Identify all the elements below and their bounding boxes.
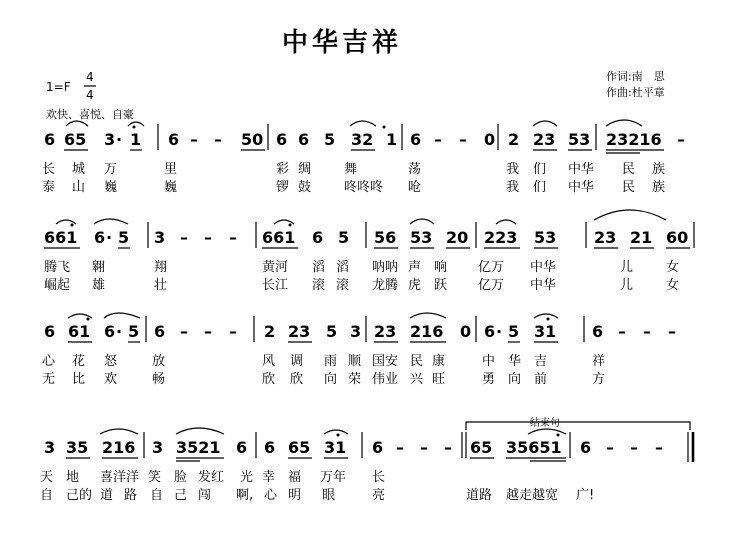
note: 2 [508,130,520,149]
lyric: 吉 [534,354,548,369]
song-title: 中华吉祥 [282,28,403,58]
note: 6 [44,130,56,149]
note: 53 [568,130,591,149]
lyric: 崛起 [44,278,71,293]
lyric: 方 [592,372,606,387]
dash: – [214,130,222,149]
slur [594,210,666,220]
note: 216 [102,438,136,457]
composer-credit: 作曲:杜平章 [606,86,665,99]
lyric: 荡 [408,162,422,177]
note: 6 [580,438,592,457]
lyric: 翱 [92,260,106,275]
note: 3 [350,322,362,341]
lyric: 山 [72,180,86,195]
lyric: 儿 [620,260,634,275]
lyric: 心 [264,488,278,503]
lyric: 鼓 [298,180,312,195]
key-signature: 1=F [46,80,71,94]
lyric: 滔 [312,260,326,275]
lyric: 畅 [152,372,166,387]
lyric: 比 [72,372,86,387]
lyric: 越走越宽 [506,488,559,503]
note: 3 [104,130,116,149]
lyric: 长 [42,162,56,177]
dash: – [180,228,188,247]
lyric: 滚 [336,278,350,293]
lyric: 中华 [530,278,557,293]
lyric: 腾飞 [44,260,71,275]
lyric: 舞 [344,162,358,177]
ending-bracket [466,422,690,430]
lyric: 己的 [66,488,93,503]
note-dot: · [116,322,123,341]
note: 223 [484,228,518,247]
note: 5 [128,322,140,341]
dash: – [459,130,467,149]
lyric: 民 [410,354,424,369]
note: 6 [312,228,324,247]
lyric: 中华 [530,260,557,275]
note: 23 [533,130,556,149]
note: 65 [288,438,311,457]
dash: – [180,322,188,341]
lyric: 长江 [262,278,289,293]
lyric: 顺 [348,354,362,369]
lyric: 明 [288,488,302,503]
octave-dot [71,224,74,227]
lyric: 们 [533,180,547,195]
lyric: 天 [40,470,54,485]
note: 661 [262,228,296,247]
note: 31 [534,322,557,341]
note: 6 [298,130,310,149]
lyric: 彩 [276,162,290,177]
lyric: 笑 [148,470,162,485]
note: 6 [276,130,288,149]
lyric: 旺 [432,372,446,387]
dash: – [204,322,212,341]
note-dot: · [106,228,113,247]
slur [410,313,446,318]
lyric: 族 [652,162,666,177]
slur [128,122,144,126]
lyric: 幸 [262,470,276,485]
lyric: 地 [66,470,80,485]
lyric: 啊, [236,488,254,503]
lyric: 发红 [198,470,225,485]
lyric: 华 [508,354,522,369]
lyric: 我 [506,162,520,177]
note: 3 [154,228,166,247]
slur [94,219,128,224]
lyric: 雄 [92,278,106,293]
dash: – [655,438,663,457]
lyric: 自 [40,488,54,503]
lyric: 城 [72,162,86,177]
lyric: 放 [152,354,166,369]
octave-dot [383,126,386,129]
note: 6 [104,322,116,341]
lyric: 长 [372,470,386,485]
note: 20 [446,228,469,247]
note: 23 [288,322,311,341]
lyric: 锣 [276,180,290,195]
lyric: 声 [408,260,422,275]
note: 65 [64,130,87,149]
note: 6 [168,130,180,149]
note: 5 [326,322,338,341]
note: 2 [264,322,276,341]
note: 60 [666,228,689,247]
lyric: 康 [432,354,446,369]
note: 56 [374,228,397,247]
slur [606,120,642,126]
lyric: 民 [622,180,636,195]
lyric: 中华 [568,180,595,195]
lyric: 欣 [262,372,276,387]
lyric: 道路 [466,488,493,503]
lyric: 呐呐 [372,260,399,275]
lyric: 道 [100,488,114,503]
note: 6 [484,322,496,341]
note: 5 [324,130,336,149]
lyric: 闯 [198,488,212,503]
lyric: 无 [42,372,56,387]
lyric: 花 [72,354,86,369]
lyric: 万年 [320,470,347,485]
note: 1 [386,130,398,149]
note: 3 [44,438,56,457]
dash: – [229,228,237,247]
lyric: 心 [42,354,56,369]
slur [100,429,138,434]
lyric: 路 [124,488,138,503]
lyric: 眼 [322,488,336,503]
lyric: 调 [290,354,304,369]
dash: – [444,438,452,457]
lyric: 黄河 [262,260,289,275]
dash: – [204,228,212,247]
lyric: 里 [164,162,178,177]
octave-dot [87,318,90,321]
note: 23 [594,228,617,247]
lyric: 滚 [312,278,326,293]
slur [496,220,516,224]
lyric: 向 [324,372,338,387]
lyric: 脸 [174,470,188,485]
note: 5 [338,228,350,247]
lyric: 怒 [104,354,118,369]
note: 65 [470,438,493,457]
lyric: 中 [482,354,496,369]
note: 6 [592,322,604,341]
dash: – [606,438,614,457]
slur [274,220,294,224]
lyricist-credit: 作词:南 思 [606,70,665,83]
note-dot: · [116,130,123,149]
slur [104,313,140,318]
lyric: 喜洋洋 [100,470,140,485]
note-dot: · [496,322,503,341]
lyric: 虎 [408,278,422,293]
lyric: 跃 [434,278,448,293]
slur [528,429,566,434]
slur [324,430,348,434]
note: 3 [152,438,164,457]
slur [350,121,376,126]
note: 0 [460,322,472,341]
dash: – [420,438,428,457]
lyric: 壮 [154,278,168,293]
slur [66,121,88,126]
dash: – [396,438,404,457]
lyric: 亿万 [478,260,505,275]
note: 61 [68,322,91,341]
note: 6 [154,322,166,341]
lyric: 万 [104,162,118,177]
lyric: 雨 [324,354,338,369]
note: 23216 [606,130,662,149]
lyric: 亮 [372,488,386,503]
lyric: 伟业 [372,372,399,387]
lyric: 我 [506,180,520,195]
slur [410,219,434,224]
note: 661 [44,228,78,247]
lyric: 呛 [408,180,422,195]
lyric: 兴 [410,372,424,387]
note: 3521 [176,438,221,457]
lyric: 族 [652,180,666,195]
lyric: 们 [533,162,547,177]
lyric: 己 [174,488,188,503]
note: 6 [264,438,276,457]
lyric: 自 [150,488,164,503]
lyric: 女 [666,260,680,275]
slur [56,220,76,224]
lyric: 风 [262,354,276,369]
time-signature-bottom: 4 [86,88,94,102]
lyric: 民 [622,162,636,177]
dash: – [618,322,626,341]
octave-dot [547,318,550,321]
lyric: 泰 [42,180,56,195]
lyric: 翔 [154,260,168,275]
note: 31 [324,438,347,457]
octave-dot [289,224,292,227]
note: 32 [351,130,374,149]
note: 35 [66,438,89,457]
note: 50 [241,130,264,149]
lyric: 欢 [104,372,118,387]
note: 0 [484,130,496,149]
dash: – [630,438,638,457]
tempo-marking: 欢快、喜悦、自豪 [46,108,134,121]
lyric: 巍 [104,180,118,195]
note: 53 [410,228,433,247]
lyric: 女 [666,278,680,293]
dash: – [229,322,237,341]
note: 6 [236,438,248,457]
octave-dot [557,434,560,437]
note: 35651 [506,438,562,457]
slur [534,314,558,318]
time-signature-top: 4 [86,70,94,84]
note: 216 [410,322,444,341]
lyric: 荣 [348,372,362,387]
octave-dot [337,434,340,437]
dash: – [643,322,651,341]
dash: – [434,130,442,149]
dash: – [668,322,676,341]
lyric: 勇 [482,372,496,387]
lyric: 响 [434,260,448,275]
lyric: 欣 [290,372,304,387]
slur [68,314,92,318]
dash: – [677,130,685,149]
lyric: 滔 [336,260,350,275]
lyric: 福 [288,470,302,485]
note: 6 [372,438,384,457]
note: 53 [534,228,557,247]
octave-dot [133,126,136,129]
lyric: 前 [534,372,548,387]
note: 6 [94,228,106,247]
note: 6 [44,322,56,341]
lyric: 广! [576,488,595,503]
slur [176,428,224,434]
ending-label: 结束句 [530,418,560,429]
lyric: 绸 [298,162,312,177]
note: 1 [130,130,142,149]
lyric: 儿 [620,278,634,293]
lyric: 国安 [372,354,399,369]
note: 5 [508,322,520,341]
note: 21 [630,228,653,247]
note: 23 [374,322,397,341]
lyric: 光 [240,470,254,485]
note: 6 [410,130,422,149]
note: 5 [118,228,130,247]
lyric: 龙腾 [372,278,399,293]
lyric: 向 [508,372,522,387]
slur [533,121,557,126]
lyric: 中华 [568,162,595,177]
lyric: 亿万 [478,278,505,293]
dash: – [190,130,198,149]
lyric: 咚咚咚 [344,180,384,195]
lyric: 巍 [164,180,178,195]
lyric: 祥 [592,354,606,369]
